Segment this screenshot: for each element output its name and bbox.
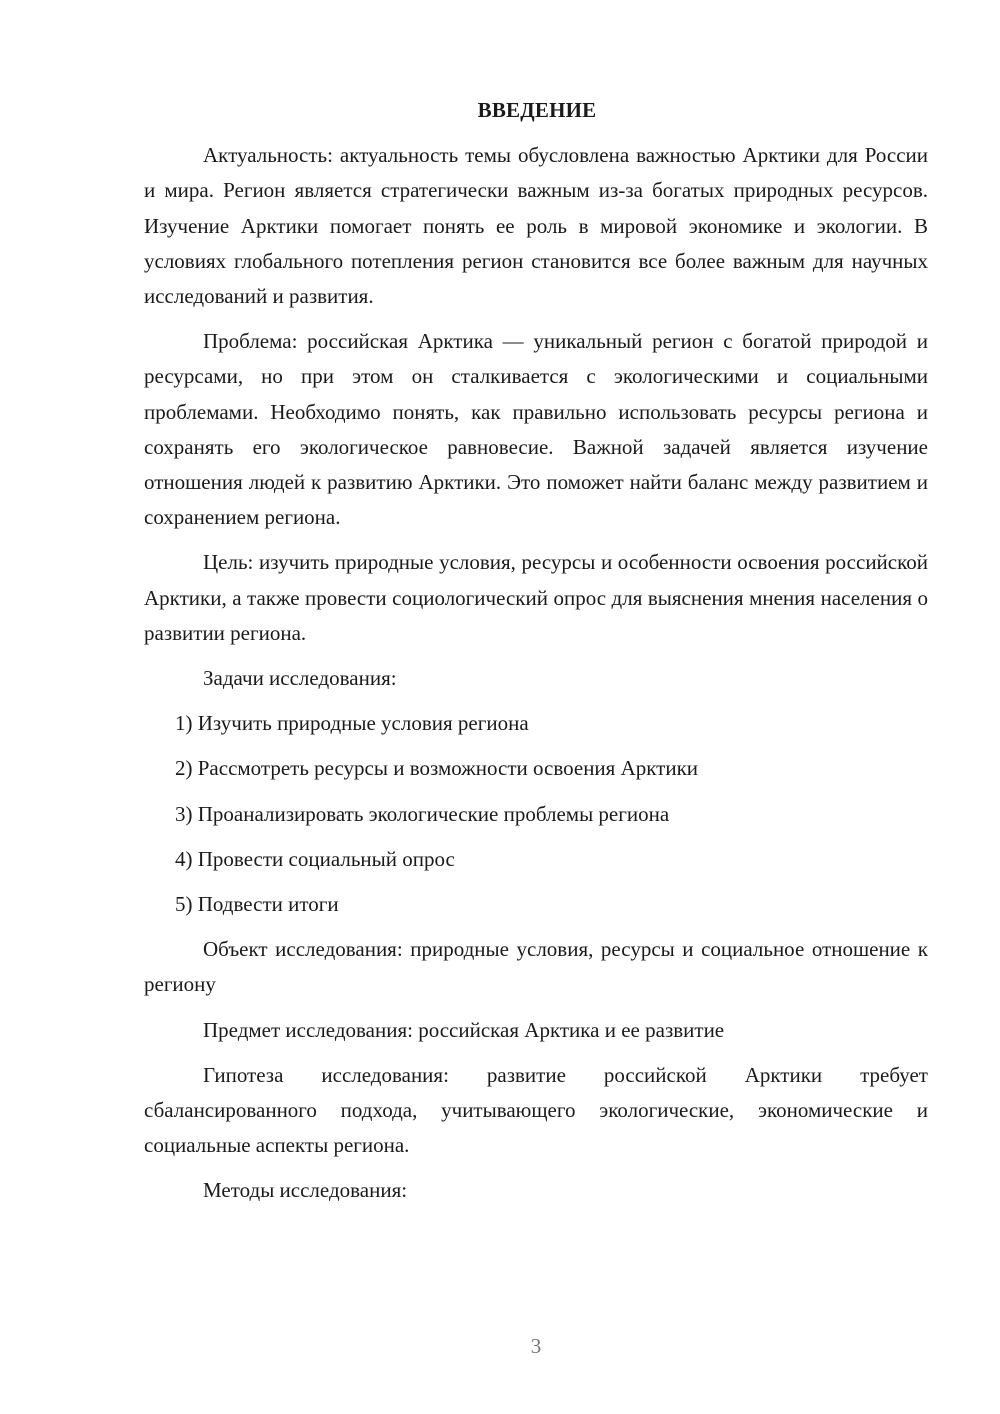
list-item: 1) Изучить природные условия региона [175, 711, 529, 736]
object-paragraph: Объект исследования: природные условия, ресурсы и социальное отношение к региону [144, 937, 928, 997]
list-item: 5) Подвести итоги [175, 892, 339, 917]
task-list [144, 706, 928, 922]
page-title: ВВЕДЕНИЕ [477, 98, 597, 122]
methods-heading: Методы исследования: [203, 1178, 408, 1203]
page-number: 3 [530, 1334, 542, 1358]
tasks-heading: Задачи исследования: [203, 666, 397, 691]
problem-paragraph: Проблема: российская Арктика — уникальный регион с богатой природой и ресурсами, но при этом он сталкивается с экологическими и социальными проблемами. Необходимо понять, как правильно использовать ресурсы региона и сохранять его экологическое равновесие. Важной задачей является изучение отношения людей к развитию Арктики. Это поможет найти баланс между развитием и сохранением региона. [144, 329, 928, 530]
relevance-paragraph: Актуальность: актуальность темы обусловлена важностью Арктики для России и мира. Регион является стратегически важным из-за богатых природных ресурсов. Изучение Арктики помогает понять ее роль в мировой экономике и экологии. В условиях глобального потепления регион становится все более важным для научных исследований и развития. [144, 143, 928, 309]
hypothesis-paragraph: Гипотеза исследования: развитие российской Арктики требует сбалансированного подхода, учитывающего экологические, экономические и социальные аспекты региона. [144, 1062, 928, 1158]
list-item: 2) Рассмотреть ресурсы и возможности освоения Арктики [175, 756, 699, 781]
document-page [144, 93, 928, 1219]
subject-paragraph: Предмет исследования: российская Арктика и ее развитие [203, 1017, 725, 1042]
list-item: 4) Провести социальный опрос [175, 846, 455, 871]
list-item: 3) Проанализировать экологические проблемы региона [175, 801, 670, 826]
goal-paragraph: Цель: изучить природные условия, ресурсы и особенности освоения российской Арктики, а также провести социологический опрос для выяснения мнения населения о развитии региона. [144, 550, 928, 645]
